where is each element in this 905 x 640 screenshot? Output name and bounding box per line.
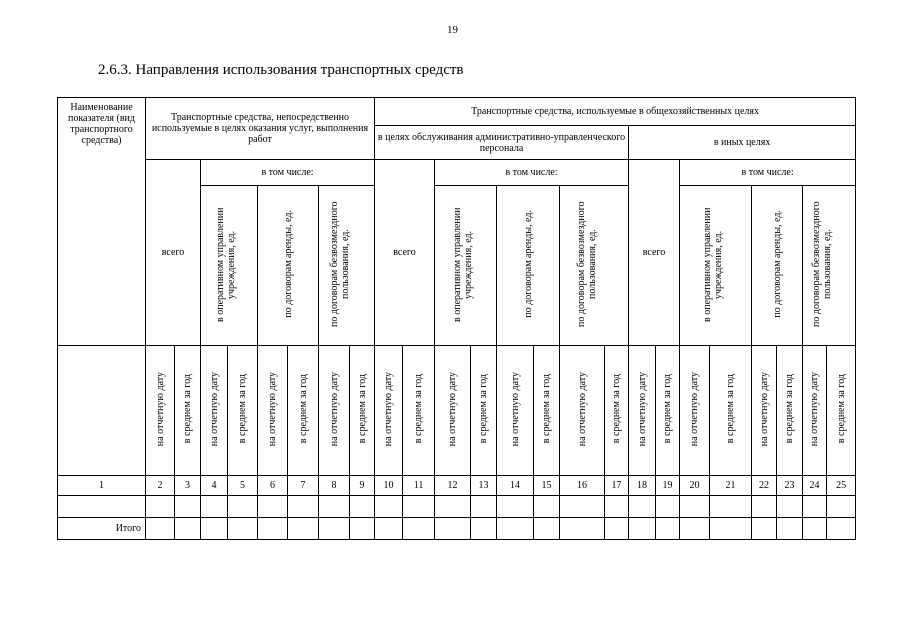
column-number: 4 xyxy=(201,476,228,496)
on-date-header xyxy=(258,346,288,476)
other-lease-header xyxy=(752,186,803,346)
data-cell[interactable] xyxy=(201,496,228,518)
data-cell[interactable] xyxy=(146,496,175,518)
data-cell[interactable] xyxy=(605,496,629,518)
on-date-label: на отчетную дату xyxy=(636,371,648,447)
avg-year-label: в среднем за год xyxy=(356,374,368,444)
total-cell[interactable] xyxy=(375,518,403,540)
data-cell[interactable] xyxy=(803,496,827,518)
on-date-header xyxy=(375,346,403,476)
period-header-row xyxy=(58,346,856,476)
total-cell[interactable] xyxy=(680,518,710,540)
direct-free-label: по договорам безвозмездного пользования, ед. xyxy=(328,201,351,327)
data-cell[interactable] xyxy=(656,496,680,518)
direct-free-header xyxy=(319,186,375,346)
data-cell[interactable] xyxy=(435,496,471,518)
total-cell[interactable] xyxy=(403,518,435,540)
total-cell[interactable] xyxy=(228,518,258,540)
total-cell[interactable] xyxy=(534,518,560,540)
total-cell[interactable] xyxy=(435,518,471,540)
column-number: 6 xyxy=(258,476,288,496)
column-number: 2 xyxy=(146,476,175,496)
data-cell[interactable] xyxy=(471,496,497,518)
column-number: 18 xyxy=(629,476,656,496)
on-date-header xyxy=(146,346,175,476)
total-cell[interactable] xyxy=(710,518,752,540)
avg-year-label: в среднем за год xyxy=(237,374,248,444)
column-number: 9 xyxy=(350,476,375,496)
avg-year-label: в среднем за год xyxy=(784,374,796,444)
data-cell[interactable] xyxy=(319,496,350,518)
on-date-label: на отчетную дату xyxy=(267,371,278,447)
avg-year-label: в среднем за год xyxy=(611,374,623,444)
avg-year-header xyxy=(605,346,629,476)
total-row-label: Итого xyxy=(58,518,146,540)
total-cell[interactable] xyxy=(629,518,656,540)
column-number: 19 xyxy=(656,476,680,496)
column-number: 10 xyxy=(375,476,403,496)
total-cell[interactable] xyxy=(288,518,319,540)
data-cell[interactable] xyxy=(375,496,403,518)
column-number: 20 xyxy=(680,476,710,496)
column-number: 25 xyxy=(827,476,856,496)
other-free-header xyxy=(803,186,856,346)
column-number: 12 xyxy=(435,476,471,496)
total-cell[interactable] xyxy=(350,518,375,540)
column-number: 1 xyxy=(58,476,146,496)
admin-operative-label: в оперативном управлении учреждения, ед. xyxy=(451,206,474,322)
total-cell[interactable] xyxy=(752,518,777,540)
indicator-name-header: Наименование показателя (вид транспортного средства) xyxy=(58,98,146,346)
data-cell[interactable] xyxy=(629,496,656,518)
on-date-label: на отчетную дату xyxy=(509,371,521,447)
avg-year-label: в среднем за год xyxy=(182,374,193,444)
column-number: 24 xyxy=(803,476,827,496)
avg-year-header xyxy=(175,346,201,476)
avg-year-label: в среднем за год xyxy=(478,374,490,444)
data-cell[interactable] xyxy=(710,496,752,518)
avg-year-header xyxy=(534,346,560,476)
column-number: 23 xyxy=(777,476,803,496)
on-date-header xyxy=(560,346,605,476)
on-date-header xyxy=(752,346,777,476)
avg-year-header xyxy=(656,346,680,476)
avg-year-header xyxy=(350,346,375,476)
data-cell[interactable] xyxy=(777,496,803,518)
avg-year-label: в среднем за год xyxy=(725,374,737,444)
column-number: 5 xyxy=(228,476,258,496)
total-cell[interactable] xyxy=(803,518,827,540)
admin-total-header: всего xyxy=(375,160,435,346)
total-row xyxy=(58,518,856,540)
admin-operative-header xyxy=(435,186,497,346)
column-number: 13 xyxy=(471,476,497,496)
on-date-label: на отчетную дату xyxy=(809,371,821,447)
total-cell[interactable] xyxy=(258,518,288,540)
direct-operative-header xyxy=(201,186,258,346)
on-date-label: на отчетную дату xyxy=(328,371,340,447)
column-number: 11 xyxy=(403,476,435,496)
column-number: 21 xyxy=(710,476,752,496)
column-number: 17 xyxy=(605,476,629,496)
on-date-header xyxy=(803,346,827,476)
data-cell[interactable] xyxy=(560,496,605,518)
on-date-label: на отчетную дату xyxy=(447,371,459,447)
on-date-header xyxy=(319,346,350,476)
general-use-header: Транспортные средства, используемые в общехозяйственных целях xyxy=(375,98,856,126)
other-total-header: всего xyxy=(629,160,680,346)
total-cell[interactable] xyxy=(605,518,629,540)
column-number: 3 xyxy=(175,476,201,496)
column-number-row xyxy=(58,476,856,496)
data-cell[interactable] xyxy=(58,496,146,518)
avg-year-label: в среднем за год xyxy=(297,374,309,444)
avg-year-header xyxy=(288,346,319,476)
direct-total-header: всего xyxy=(146,160,201,346)
admin-lease-label: по договорам аренды, ед. xyxy=(522,210,534,318)
other-incl-header: в том числе: xyxy=(680,160,856,186)
data-cell[interactable] xyxy=(827,496,856,518)
avg-year-header xyxy=(228,346,258,476)
avg-year-label: в среднем за год xyxy=(835,374,847,444)
on-date-header xyxy=(629,346,656,476)
total-cell[interactable] xyxy=(656,518,680,540)
admin-free-header xyxy=(560,186,629,346)
on-date-header xyxy=(680,346,710,476)
on-date-header xyxy=(497,346,534,476)
direct-lease-header xyxy=(258,186,319,346)
total-cell[interactable] xyxy=(471,518,497,540)
admin-staff-header: в целях обслуживания административно-управленческого персонала xyxy=(375,126,629,160)
admin-incl-header: в том числе: xyxy=(435,160,629,186)
total-cell[interactable] xyxy=(497,518,534,540)
data-cell[interactable] xyxy=(288,496,319,518)
admin-free-label: по договорам безвозмездного пользования, ед. xyxy=(576,201,599,327)
column-number: 14 xyxy=(497,476,534,496)
data-cell[interactable] xyxy=(752,496,777,518)
data-cell[interactable] xyxy=(258,496,288,518)
data-row xyxy=(58,496,856,518)
avg-year-header xyxy=(403,346,435,476)
direct-lease-label: по договорам аренды, ед. xyxy=(282,210,294,318)
avg-year-header xyxy=(827,346,856,476)
section-heading: 2.6.3. Направления использования транспортных средств xyxy=(98,62,464,78)
data-cell[interactable] xyxy=(497,496,534,518)
other-operative-header xyxy=(680,186,752,346)
column-number: 15 xyxy=(534,476,560,496)
total-cell[interactable] xyxy=(560,518,605,540)
total-cell[interactable] xyxy=(201,518,228,540)
direct-operative-label: в оперативном управлении учреждения, ед. xyxy=(215,206,237,322)
on-date-header xyxy=(201,346,228,476)
data-cell[interactable] xyxy=(228,496,258,518)
other-purposes-header: в иных целях xyxy=(629,126,856,160)
column-number: 16 xyxy=(560,476,605,496)
on-date-label: на отчетную дату xyxy=(576,371,588,447)
data-cell[interactable] xyxy=(175,496,201,518)
direct-incl-header: в том числе: xyxy=(201,160,375,186)
on-date-label: на отчетную дату xyxy=(208,371,220,447)
avg-year-label: в среднем за год xyxy=(662,374,674,444)
on-date-label: на отчетную дату xyxy=(383,371,395,447)
data-cell[interactable] xyxy=(680,496,710,518)
on-date-label: на отчетную дату xyxy=(154,371,166,447)
on-date-label: на отчетную дату xyxy=(689,371,701,447)
total-cell[interactable] xyxy=(827,518,856,540)
other-free-label: по договорам безвозмездного пользования, ед. xyxy=(811,201,834,327)
admin-lease-header xyxy=(497,186,560,346)
data-cell[interactable] xyxy=(403,496,435,518)
column-number: 22 xyxy=(752,476,777,496)
on-date-label: на отчетную дату xyxy=(758,371,770,447)
total-cell[interactable] xyxy=(319,518,350,540)
avg-year-label: в среднем за год xyxy=(413,374,425,444)
page-number: 19 xyxy=(447,24,458,36)
data-cell[interactable] xyxy=(534,496,560,518)
vehicle-usage-table xyxy=(57,97,856,540)
avg-year-label: в среднем за год xyxy=(541,374,553,444)
total-cell[interactable] xyxy=(146,518,175,540)
empty-cell xyxy=(58,346,146,476)
total-cell[interactable] xyxy=(175,518,201,540)
avg-year-header xyxy=(777,346,803,476)
total-cell[interactable] xyxy=(777,518,803,540)
other-lease-label: по договорам аренды, ед. xyxy=(771,210,783,318)
on-date-header xyxy=(435,346,471,476)
direct-use-header: Транспортные средства, непосредственно используемые в целях оказания услуг, выполнения работ xyxy=(146,98,375,160)
other-operative-label: в оперативном управлении учреждения, ед. xyxy=(701,206,724,322)
column-number: 8 xyxy=(319,476,350,496)
data-cell[interactable] xyxy=(350,496,375,518)
column-number: 7 xyxy=(288,476,319,496)
avg-year-header xyxy=(471,346,497,476)
avg-year-header xyxy=(710,346,752,476)
